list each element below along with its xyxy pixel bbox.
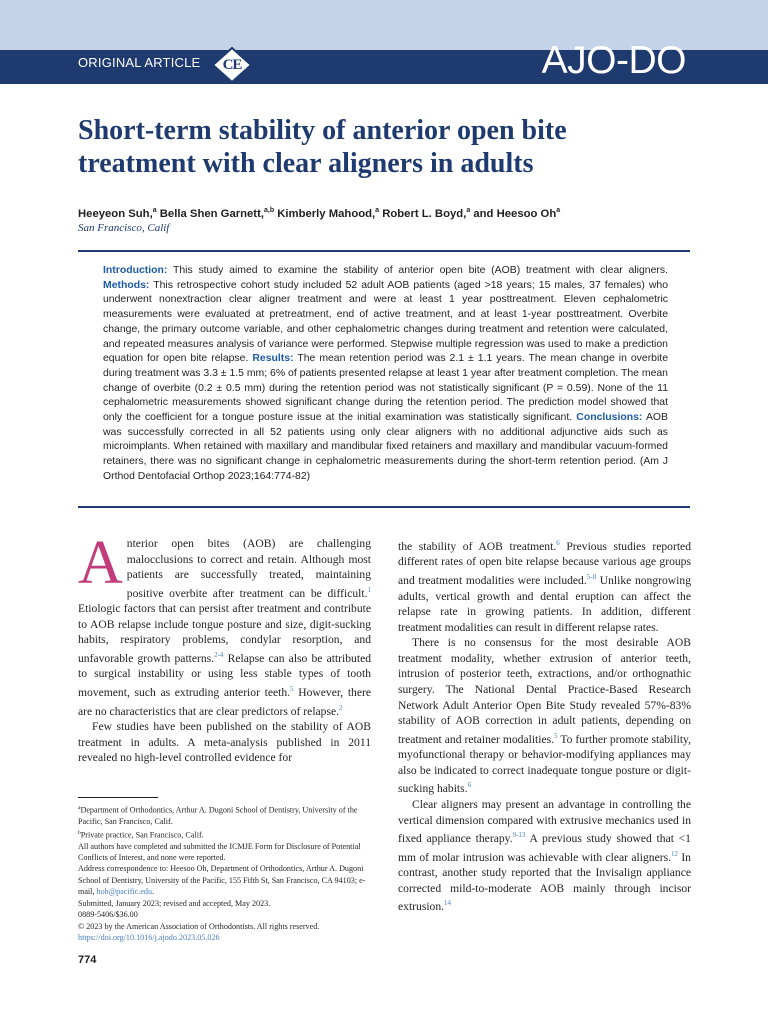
body-text: However, there are no characteristics that are clear predictors of relapse. bbox=[78, 685, 371, 718]
author-name: and Heesoo Oh bbox=[470, 207, 557, 220]
body-text: Previous studies reported different rates of open bite relapse because various age groups and treatment modalities were included. bbox=[398, 539, 691, 587]
abstract-heading-methods: Methods: bbox=[103, 279, 150, 291]
author-affiliation: a,b bbox=[263, 207, 275, 214]
abstract-conclusions: AOB was successfully corrected in all 52 patients using only clear aligners with no additional adjunctive aids such as microimplants. When retained with maxillary and mandibular fixed retainers and maxillary and mandibular vacuum-formed retainers, there was no significant change in cephalometric measurements during the short-term retention period. (Am J Orthod Dentofacial Orthop 2023;164:774-82) bbox=[103, 412, 668, 482]
body-text: the stability of AOB treatment. bbox=[398, 539, 557, 553]
footnote-affiliation bbox=[78, 803, 374, 828]
abstract-top-rule bbox=[78, 250, 690, 252]
footnote-disclosure: All authors have completed and submitted the ICMJE Form for Disclosure of Potential Conflicts of Interest, and none were reported. bbox=[78, 841, 361, 863]
author-name: Kimberly Mahood, bbox=[274, 207, 376, 220]
body-text: In contrast, another study reported that the Invisalign appliance corrected mild-to-moderate AOB mainly through incisor extrusion. bbox=[398, 850, 691, 914]
author-name: Robert L. Boyd, bbox=[379, 207, 467, 220]
body-text: nterior open bites (AOB) are challenging malocclusions to correct and retain. Although most patients are successfully treated, maintaining positive overbite after treatment can be difficult. bbox=[126, 537, 371, 600]
abstract-methods: This retrospective cohort study included 52 adult AOB patients (aged >18 years; 15 males, 37 females) who underwent nonextraction clear aligner treatment and were at least 1 year posttreatment. Eleven cephalometric measurements were evaluated at pretreatment, end of active treatment, and at least 1-year posttreatment. Overbite change, the primary outcome variable, and other cephalometric changes during treatment and retention were calculated, and repeated measures analysis of variance were performed. Stepwise multiple regression was used to make a prediction equation for open bite relapse. bbox=[103, 279, 668, 365]
author-location: San Francisco, Calif bbox=[78, 222, 170, 234]
footnote-text: Address correspondence to: Heesoo Oh, Department of Orthodontics, Arthur A. Dugoni School of Dentistry, University of the Pacific, 155 Fifth St, San Francisco, CA 94103; e-mail, bbox=[78, 864, 366, 897]
body-paragraph bbox=[398, 635, 691, 797]
body-column-right bbox=[398, 536, 691, 915]
body-text: To further promote stability, myofunctional therapy or behavior-modifying appliances may also be indicated to correct inadequate tongue posture or digit-sucking habits. bbox=[398, 732, 691, 796]
author-affiliation: a bbox=[152, 207, 157, 214]
author-affiliation: a bbox=[556, 207, 561, 214]
body-paragraph: Few studies have been published on the stability of AOB treatment in adults. A meta-analysis published in 2011 revealed no high-level controlled evidence for bbox=[78, 719, 371, 765]
footnote-issn: 0889-5406/$36.00 bbox=[78, 910, 138, 920]
drop-cap: A bbox=[78, 529, 123, 597]
journal-logo: AJO-DO bbox=[541, 39, 686, 82]
body-text: A previous study showed that <1 mm of molar intrusion was achievable with clear aligners. bbox=[398, 831, 691, 864]
footnote-affiliation bbox=[78, 828, 374, 841]
footnote-correspondence bbox=[78, 863, 374, 897]
citation-link[interactable]: 5-8 bbox=[586, 573, 597, 582]
abstract-heading-conclusions: Conclusions: bbox=[576, 412, 643, 424]
citation-link[interactable]: 5 bbox=[290, 685, 294, 694]
citation-link[interactable]: 12 bbox=[670, 849, 678, 858]
abstract bbox=[103, 264, 668, 485]
body-column-left bbox=[78, 529, 372, 766]
abstract-results: The mean retention period was 2.1 ± 1.1 years. The mean change in overbite during treatment was 3.3 ± 1.5 mm; 6% of patients presented relapse at least 1 year after treatment completion. The mean change of overbite (0.2 ± 0.5 mm) during the retention period was not statistically significant (P = 0.59). None of the 11 cephalometric measurements showed significant change during the retention period. The prediction model showed that only the coefficient for a tongue posture issue at the initial examination was statistically significant. bbox=[103, 353, 669, 424]
footnote-rule bbox=[78, 797, 158, 798]
body-paragraph bbox=[78, 529, 372, 719]
body-paragraph bbox=[398, 797, 691, 915]
doi-link[interactable]: https://doi.org/10.1016/j.ajodo.2023.05.026 bbox=[78, 932, 220, 942]
abstract-heading-results: Results: bbox=[252, 353, 294, 365]
footnote-text: Private practice, San Francisco, Calif. bbox=[80, 830, 204, 840]
footnote-marker: a bbox=[78, 805, 81, 811]
author-affiliation: a bbox=[466, 207, 471, 214]
section-label: ORIGINAL ARTICLE bbox=[78, 55, 201, 70]
citation-link[interactable]: 6 bbox=[467, 781, 472, 790]
abstract-introduction: This study aimed to examine the stability of anterior open bite (AOB) treatment with clear aligners. bbox=[167, 265, 668, 276]
author-name: Heeyeon Suh, bbox=[78, 207, 153, 220]
footnotes bbox=[78, 803, 374, 943]
author-name: Bella Shen Garnett, bbox=[156, 207, 264, 220]
body-text: Relapse can also be attributed to surgical instability or using less stable types of tooth movement, such as extruding anterior teeth. bbox=[78, 651, 372, 699]
author-list bbox=[78, 207, 698, 220]
page-number: 774 bbox=[78, 954, 97, 966]
footnote-text: . bbox=[152, 887, 155, 897]
footnote-copyright: © 2023 by the American Association of Orthodontists. All rights reserved. bbox=[78, 921, 320, 931]
body-paragraph bbox=[398, 536, 691, 635]
abstract-heading-introduction: Introduction: bbox=[103, 265, 168, 276]
body-text: There is no consensus for the most desirable AOB treatment modality, whether extrusion of anterior teeth, intrusion of posterior teeth, extractions, and/or orthognathic surgery. The National Dental Practice-Based Research Network Adult Anterior Open Bite Study revealed 57%-83% stability of AOB correction in adult patients, depending on treatment and retainer modalities. bbox=[398, 636, 691, 746]
body-text: Etiologic factors that can persist after treatment and contribute to AOB relapse include tongue posture and size, digit-sucking habits, respiratory problems, condylar resorption, and unfavorable growth patterns. bbox=[78, 602, 371, 665]
body-text: Unlike nongrowing adults, vertical growth and dental eruption can affect the relapse rate in growing patients. In addition, different treatment modalities can result in different relapse rates. bbox=[398, 573, 691, 634]
citation-link[interactable]: 5 bbox=[554, 731, 558, 740]
footnote-dates: Submitted, January 2023; revised and accepted, May 2023. bbox=[78, 898, 271, 908]
author-affiliation: a bbox=[375, 207, 380, 214]
body-text: Clear aligners may present an advantage in controlling the vertical dimension compared with extrusive mechanics used in fixed appliance therapy. bbox=[398, 797, 691, 845]
ce-badge-text: CE bbox=[222, 56, 242, 73]
footnote-marker: b bbox=[78, 829, 81, 836]
article-title: Short-term stability of anterior open bite treatment with clear aligners in adults bbox=[78, 115, 567, 179]
abstract-bottom-rule bbox=[78, 506, 690, 508]
citation-link[interactable]: 2-4 bbox=[214, 651, 224, 660]
citation-link[interactable]: 14 bbox=[444, 899, 452, 908]
ce-badge bbox=[210, 45, 254, 85]
footnote-text: Department of Orthodontics, Arthur A. Dugoni School of Dentistry, University of the Pacific, San Francisco, Calif. bbox=[78, 805, 358, 827]
citation-link[interactable]: 9-13 bbox=[512, 831, 526, 840]
citation-link[interactable]: 6 bbox=[556, 539, 560, 547]
citation-link[interactable]: 2 bbox=[339, 703, 343, 712]
citation-link[interactable]: 1 bbox=[367, 585, 371, 594]
correspondence-email-link[interactable]: hoh@pacific.edu bbox=[96, 887, 153, 897]
